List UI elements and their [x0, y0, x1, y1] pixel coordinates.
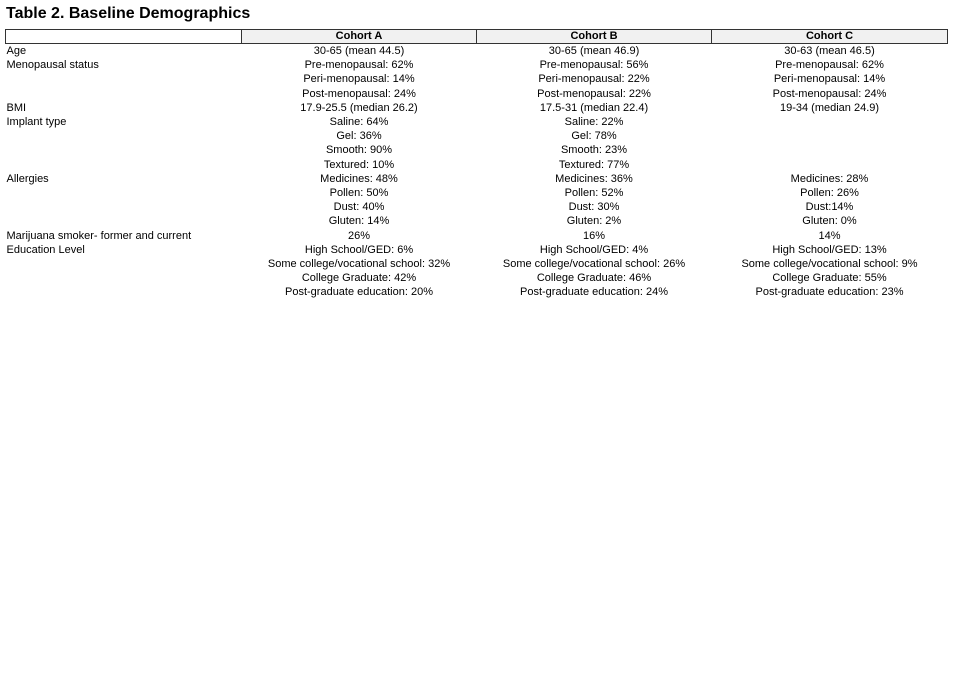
cell-cohort-c — [712, 115, 948, 172]
cell-cohort-c — [712, 44, 948, 59]
cell-value: Pre-menopausal: 62% — [304, 59, 414, 72]
cell-cohort-a — [242, 101, 477, 115]
header-blank — [6, 30, 242, 44]
cell-cohort-b — [477, 115, 712, 172]
cell-cohort-a — [242, 44, 477, 59]
cell-value: Medicines: 36% — [555, 172, 633, 185]
header-cohort-a: Cohort A — [242, 30, 477, 44]
row-label: BMI — [6, 101, 27, 114]
cell-value: College Graduate: 46% — [536, 272, 652, 285]
cell-value: Textured: 10% — [323, 158, 395, 171]
cell-value: Smooth: 90% — [325, 144, 393, 157]
cell-cohort-b — [477, 58, 712, 101]
cell-cohort-b — [477, 44, 712, 59]
demographics-table — [5, 29, 948, 300]
cell-value: Post-menopausal: 24% — [772, 87, 887, 100]
cell-value: Smooth: 23% — [560, 144, 628, 157]
cell-value: 14% — [818, 229, 841, 242]
cell-value: Saline: 22% — [564, 116, 624, 129]
cell-cohort-a — [242, 115, 477, 172]
cell-value: Some college/vocational school: 32% — [267, 258, 451, 271]
table-body — [6, 44, 948, 300]
cell-cohort-a — [242, 172, 477, 229]
cell-value: High School/GED: 6% — [304, 243, 414, 256]
cell-value: Pollen: 26% — [800, 187, 859, 200]
row-label: Allergies — [6, 172, 49, 185]
cell-value: 30-65 (mean 46.9) — [548, 45, 640, 57]
cell-value: College Graduate: 42% — [301, 272, 417, 285]
cell-value: Gluten: 0% — [802, 215, 857, 228]
cell-value: Peri-menopausal: 14% — [773, 73, 886, 86]
cell-value: Gel: 36% — [336, 130, 382, 143]
cell-value: Gel: 78% — [571, 130, 617, 143]
cell-cohort-a — [242, 229, 477, 243]
row-label: Age — [6, 45, 27, 57]
cell-cohort-b — [477, 229, 712, 243]
row-label: Implant type — [6, 116, 67, 129]
row-label: Marijuana smoker- former and current — [6, 229, 192, 242]
cell-cohort-c — [712, 58, 948, 101]
header-cohort-c: Cohort C — [712, 30, 948, 44]
cell-value: Peri-menopausal: 22% — [538, 73, 650, 86]
cell-value: High School/GED: 4% — [539, 243, 649, 256]
row-label: Education Level — [6, 243, 85, 256]
cell-value: Pollen: 50% — [329, 187, 389, 200]
cell-cohort-b — [477, 101, 712, 115]
cell-value: College Graduate: 55% — [772, 272, 887, 285]
cell-value: 30-63 (mean 46.5) — [784, 45, 875, 57]
cell-value: Post-graduate education: 23% — [755, 286, 904, 299]
cell-cohort-c — [712, 229, 948, 243]
cell-cohort-c — [712, 243, 948, 300]
cell-value: Post-menopausal: 24% — [302, 87, 416, 100]
cell-value: Medicines: 48% — [320, 172, 398, 185]
table-row — [6, 44, 948, 59]
cell-value: 17.5-31 (median 22.4) — [539, 101, 649, 114]
cell-value: Post-menopausal: 22% — [537, 87, 651, 100]
cell-cohort-a — [242, 58, 477, 101]
table-row — [6, 243, 948, 300]
cell-value: Gluten: 14% — [328, 215, 390, 228]
cell-value: Pre-menopausal: 62% — [775, 59, 884, 72]
header-row — [6, 30, 948, 44]
cell-value: Gluten: 2% — [566, 215, 622, 228]
cell-value: Pre-menopausal: 56% — [539, 59, 649, 72]
cell-value: Peri-menopausal: 14% — [303, 73, 415, 86]
cell-value: 16% — [582, 229, 606, 242]
row-label: Menopausal status — [6, 59, 99, 72]
table-title: Table 2. Baseline Demographics — [6, 5, 251, 22]
cell-cohort-c — [712, 172, 948, 229]
cell-value: 19-34 (median 24.9) — [779, 101, 880, 114]
cell-value: High School/GED: 13% — [772, 243, 887, 256]
cell-value: Saline: 64% — [329, 116, 389, 129]
table-row — [6, 101, 948, 115]
table-row — [6, 115, 948, 172]
cell-value: 17.9-25.5 (median 26.2) — [300, 101, 418, 114]
table-row — [6, 172, 948, 229]
cell-cohort-c — [712, 101, 948, 115]
cell-value: Medicines: 28% — [790, 172, 869, 185]
cell-value: Textured: 77% — [558, 158, 630, 171]
cell-value: Dust: 40% — [333, 201, 385, 214]
cell-value: Some college/vocational school: 9% — [741, 258, 918, 271]
cell-value: Post-graduate education: 20% — [285, 286, 433, 299]
header-cohort-b: Cohort B — [477, 30, 712, 44]
cell-cohort-a — [242, 243, 477, 300]
cell-value: 26% — [347, 229, 371, 242]
cell-value: Pollen: 52% — [564, 187, 624, 200]
table-row — [6, 229, 948, 243]
table-row — [6, 58, 948, 101]
cell-cohort-b — [477, 243, 712, 300]
cell-value: 30-65 (mean 44.5) — [313, 45, 405, 57]
cell-value: Post-graduate education: 24% — [520, 286, 668, 299]
cell-value: Dust:14% — [805, 201, 854, 214]
cell-cohort-b — [477, 172, 712, 229]
cell-value: Some college/vocational school: 26% — [502, 258, 686, 271]
cell-value: Dust: 30% — [568, 201, 620, 214]
